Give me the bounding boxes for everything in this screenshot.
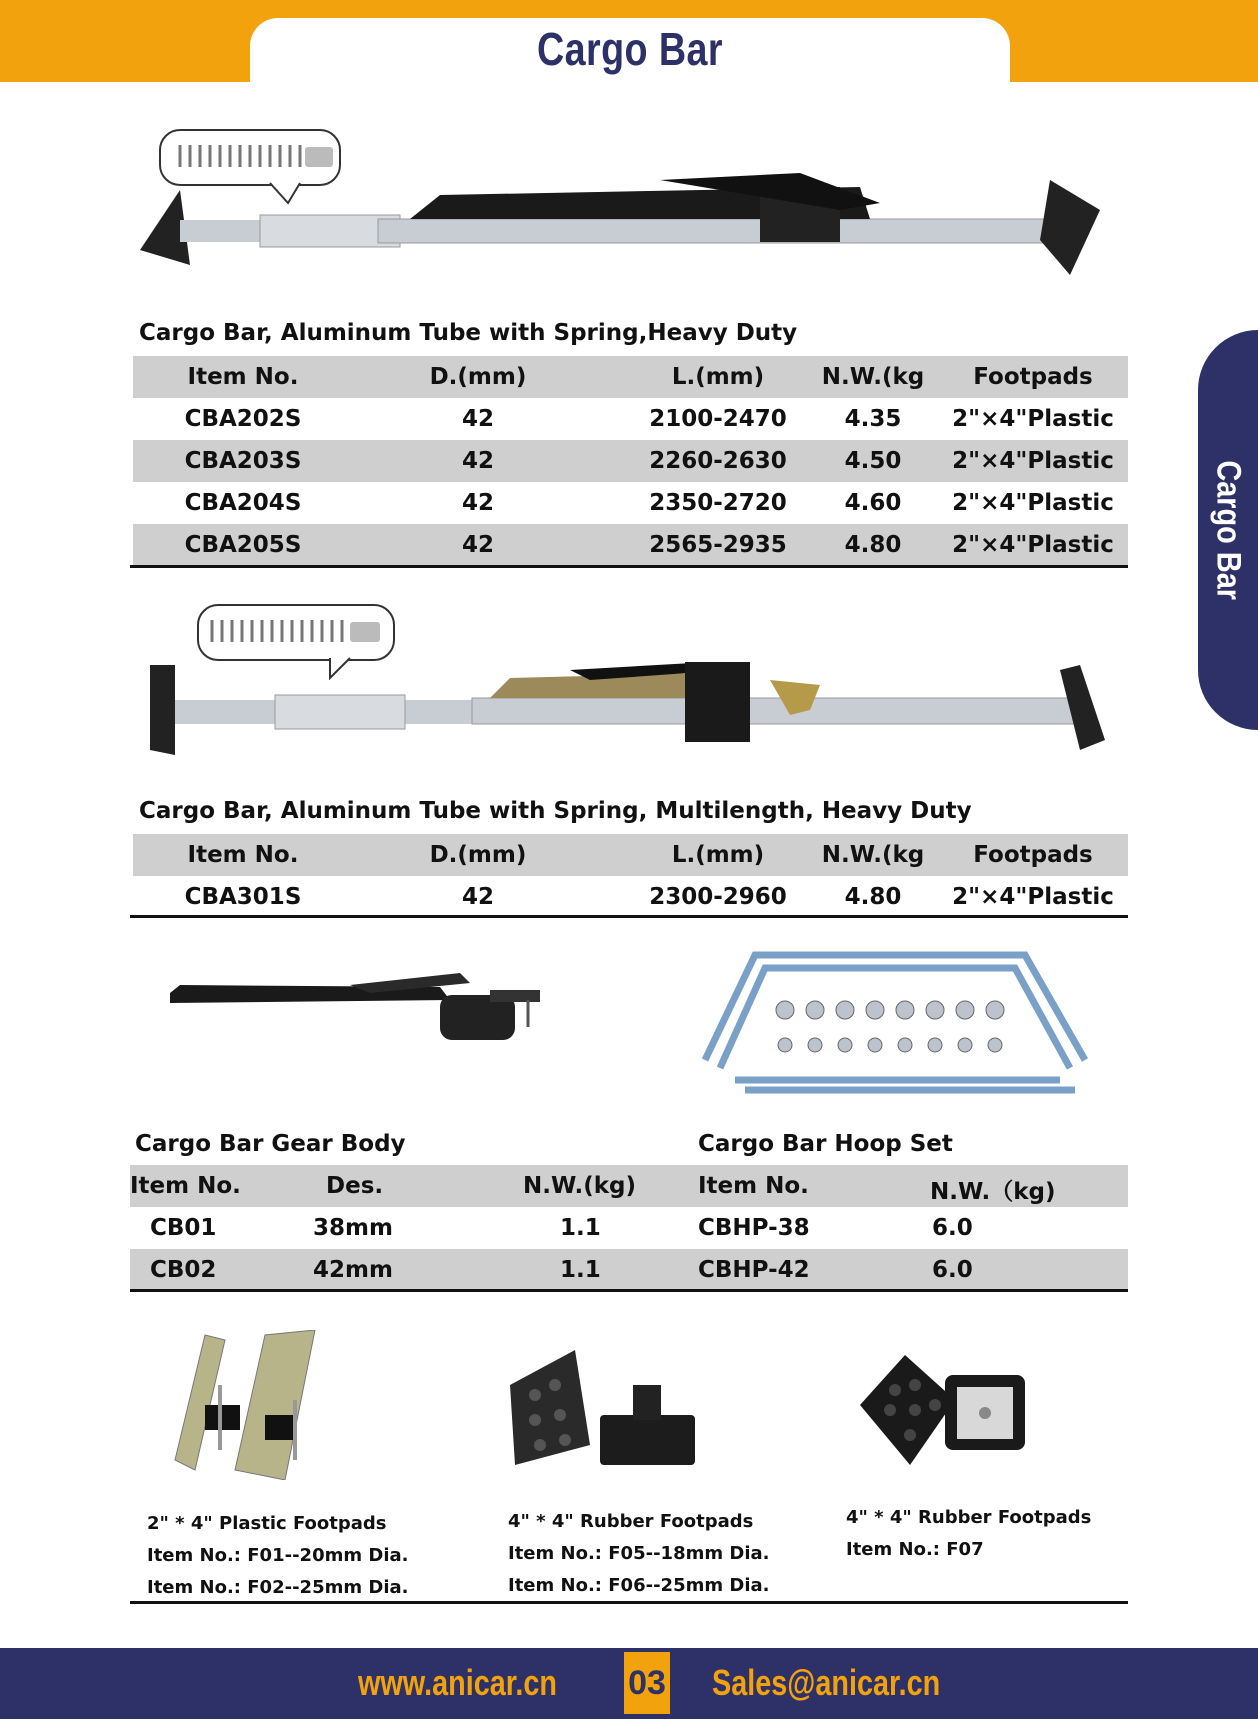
col-length: L.(mm) xyxy=(671,842,765,868)
footpad-caption-2 xyxy=(508,1506,769,1602)
col-weight: N.W.(kg xyxy=(821,364,925,390)
footpad-caption-1 xyxy=(147,1508,408,1604)
section1-bottom-rule xyxy=(130,565,1128,568)
col-item-no: Item No. xyxy=(187,842,299,868)
cell-gear-des: 42mm xyxy=(313,1257,393,1283)
caption-line: Item No.: F05--18mm Dia. xyxy=(508,1543,770,1564)
side-tab-label: Cargo Bar xyxy=(1209,460,1248,600)
cell-item-no: CBA301S xyxy=(184,884,302,910)
cell-gear-item-no: CB01 xyxy=(150,1215,217,1241)
cell-hoop-item-no: CBHP-38 xyxy=(698,1215,810,1241)
plastic-footpads-image xyxy=(165,1330,335,1480)
hoop-set-image xyxy=(695,940,1095,1100)
cell-diameter: 42 xyxy=(461,490,494,516)
table-row xyxy=(133,524,1128,566)
col-gear-item-no: Item No. xyxy=(130,1173,241,1199)
col-item-no: Item No. xyxy=(187,364,299,390)
caption-line: Item No.: F06--25mm Dia. xyxy=(508,1575,770,1596)
col-footpads: Footpads xyxy=(973,842,1093,868)
col-diameter: D.(mm) xyxy=(429,842,527,868)
col-hoop-item-no: Item No. xyxy=(698,1173,809,1199)
cell-footpads: 2"×4"Plastic xyxy=(952,448,1114,474)
cargo-bar-image-2 xyxy=(150,600,1110,760)
cell-diameter: 42 xyxy=(461,532,494,558)
gear-body-image xyxy=(170,965,550,1045)
cell-footpads: 2"×4"Plastic xyxy=(952,406,1114,432)
cell-weight: 4.35 xyxy=(844,406,902,432)
cell-weight: 4.80 xyxy=(844,884,902,910)
caption-line: 2" * 4" Plastic Footpads xyxy=(147,1513,387,1534)
table-row xyxy=(133,398,1128,440)
rubber-footpads-image-2 xyxy=(855,1350,1035,1475)
cell-gear-des: 38mm xyxy=(313,1215,393,1241)
page-title: Cargo Bar xyxy=(536,23,724,75)
caption-line: Item No.: F01--20mm Dia. xyxy=(147,1545,409,1566)
cell-footpads: 2"×4"Plastic xyxy=(952,884,1114,910)
cell-footpads: 2"×4"Plastic xyxy=(952,532,1114,558)
cell-item-no: CBA203S xyxy=(184,448,302,474)
cargo-bar-image-1 xyxy=(140,125,1120,295)
footpads-bottom-rule xyxy=(130,1601,1128,1604)
cell-diameter: 42 xyxy=(461,406,494,432)
col-diameter: D.(mm) xyxy=(429,364,527,390)
cell-hoop-item-no: CBHP-42 xyxy=(698,1257,810,1283)
cell-diameter: 42 xyxy=(461,884,494,910)
cell-length: 2565-2935 xyxy=(649,532,787,558)
footer-email[interactable]: Sales@anicar.cn xyxy=(712,1662,941,1703)
cell-length: 2350-2720 xyxy=(649,490,787,516)
gear-body-title: Cargo Bar Gear Body xyxy=(135,1131,406,1157)
section2-bottom-rule xyxy=(130,915,1128,918)
cell-weight: 4.60 xyxy=(844,490,902,516)
cell-item-no: CBA202S xyxy=(184,406,302,432)
col-footpads: Footpads xyxy=(973,364,1093,390)
hoop-set-title: Cargo Bar Hoop Set xyxy=(698,1131,953,1157)
table-row xyxy=(130,1207,1128,1249)
cell-footpads: 2"×4"Plastic xyxy=(952,490,1114,516)
section1-header-row xyxy=(133,356,1128,398)
table-row xyxy=(133,482,1128,524)
caption-line: 4" * 4" Rubber Footpads xyxy=(508,1511,754,1532)
gear-hoop-bottom-rule xyxy=(130,1289,1128,1292)
cell-gear-weight: 1.1 xyxy=(560,1257,601,1283)
col-hoop-weight: N.W.（kg) xyxy=(930,1179,1056,1205)
cell-length: 2100-2470 xyxy=(649,406,787,432)
page-number: 03 xyxy=(624,1652,670,1714)
caption-line: Item No.: F02--25mm Dia. xyxy=(147,1577,409,1598)
footpad-caption-3 xyxy=(846,1502,1091,1566)
gear-hoop-header-row xyxy=(130,1165,1128,1207)
cell-weight: 4.50 xyxy=(844,448,902,474)
cell-item-no: CBA204S xyxy=(184,490,302,516)
cell-length: 2260-2630 xyxy=(649,448,787,474)
col-gear-weight: N.W.(kg) xyxy=(523,1173,637,1199)
cell-hoop-weight: 6.0 xyxy=(932,1215,973,1241)
col-length: L.(mm) xyxy=(671,364,765,390)
cell-length: 2300-2960 xyxy=(649,884,787,910)
table-row xyxy=(130,1249,1128,1291)
table-row xyxy=(133,876,1128,918)
caption-line: 4" * 4" Rubber Footpads xyxy=(846,1507,1092,1528)
footer-website[interactable]: www.anicar.cn xyxy=(358,1662,558,1703)
cell-weight: 4.80 xyxy=(844,532,902,558)
table-row xyxy=(133,440,1128,482)
cell-gear-item-no: CB02 xyxy=(150,1257,217,1283)
cell-item-no: CBA205S xyxy=(184,532,302,558)
col-gear-des: Des. xyxy=(326,1173,384,1199)
rubber-footpads-image-1 xyxy=(505,1345,705,1475)
section2-header-row xyxy=(133,834,1128,876)
caption-line: Item No.: F07 xyxy=(846,1539,984,1560)
side-tab-label-wrap xyxy=(1198,330,1258,730)
section1-title: Cargo Bar, Aluminum Tube with Spring,Heavy Duty xyxy=(139,320,798,346)
section2-title: Cargo Bar, Aluminum Tube with Spring, Multilength, Heavy Duty xyxy=(139,798,972,824)
cell-hoop-weight: 6.0 xyxy=(932,1257,973,1283)
col-weight: N.W.(kg xyxy=(821,842,925,868)
cell-gear-weight: 1.1 xyxy=(560,1215,601,1241)
cell-diameter: 42 xyxy=(461,448,494,474)
